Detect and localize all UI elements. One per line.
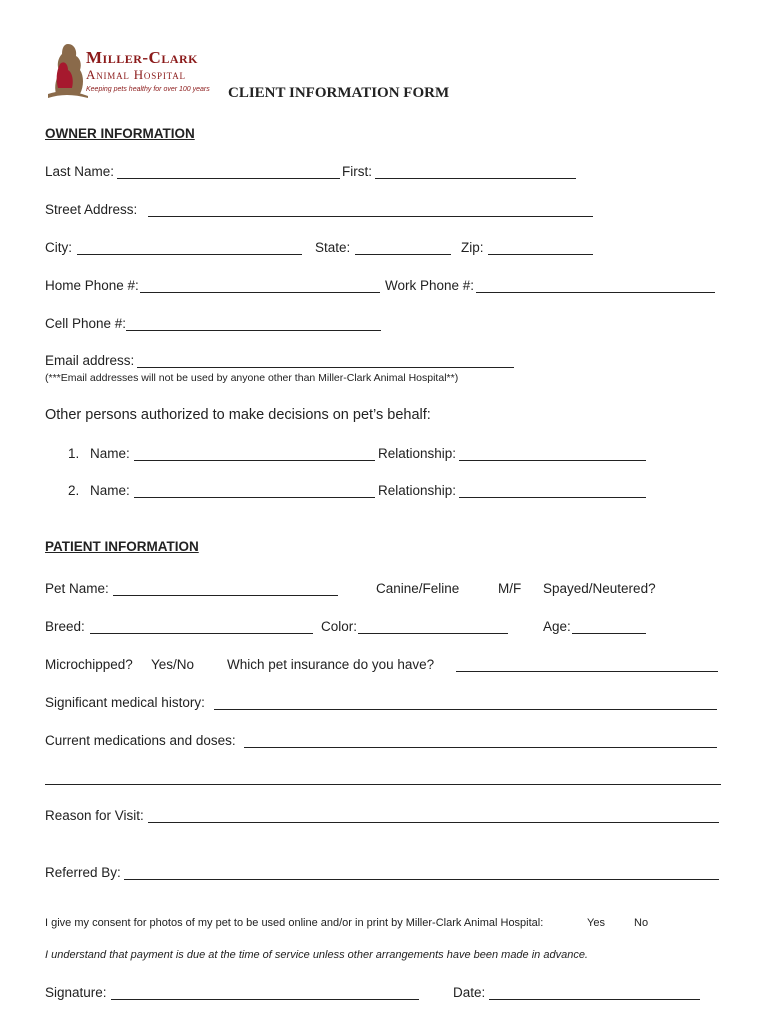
city-line <box>77 254 302 255</box>
color-label: Color: <box>321 619 358 634</box>
zip-label: Zip: <box>461 240 484 255</box>
person-name-line <box>134 497 375 498</box>
breed-line <box>90 633 313 634</box>
home-phone-field[interactable] <box>140 277 380 291</box>
person-number: 2. <box>68 483 80 498</box>
color-line <box>358 633 508 634</box>
cell-phone-label: Cell Phone #: <box>45 316 127 331</box>
referred-by-label: Referred By: <box>45 865 121 880</box>
dog-cat-logo-icon <box>44 42 88 100</box>
person-relationship-field[interactable] <box>459 445 646 459</box>
medical-history-field[interactable] <box>214 694 717 708</box>
person-relationship-field[interactable] <box>459 482 646 496</box>
zip-line <box>488 254 593 255</box>
payment-note: I understand that payment is due at the time of service unless other arrangements have been made in advance. <box>45 949 588 961</box>
breed-label: Breed: <box>45 619 85 634</box>
city-label: City: <box>45 240 72 255</box>
state-line <box>355 254 451 255</box>
color-field[interactable] <box>358 618 508 632</box>
person-number: 1. <box>68 446 80 461</box>
person-name-label: Name: <box>90 446 130 461</box>
species-option[interactable]: Canine/Feline <box>376 581 460 596</box>
reason-for-visit-field[interactable] <box>148 807 719 821</box>
medications-line <box>244 747 717 748</box>
person-name-field[interactable] <box>134 482 375 496</box>
signature-field[interactable] <box>111 984 419 998</box>
age-line <box>572 633 646 634</box>
state-field[interactable] <box>355 239 451 253</box>
street-address-line <box>148 216 593 217</box>
person-name-line <box>134 460 375 461</box>
form-title: CLIENT INFORMATION FORM <box>228 85 450 101</box>
person-name-label: Name: <box>90 483 130 498</box>
cell-phone-line <box>126 330 381 331</box>
first-name-label: First: <box>342 164 372 179</box>
city-field[interactable] <box>77 239 302 253</box>
zip-field[interactable] <box>488 239 593 253</box>
person-relationship-label: Relationship: <box>378 446 457 461</box>
pet-name-field[interactable] <box>113 580 338 594</box>
date-label: Date: <box>453 985 486 1000</box>
person-name-field[interactable] <box>134 445 375 459</box>
person-relationship-line <box>459 497 646 498</box>
microchipped-label: Microchipped? <box>45 657 133 672</box>
work-phone-field[interactable] <box>476 277 715 291</box>
date-field[interactable] <box>489 984 700 998</box>
hospital-logo <box>44 42 214 102</box>
email-label: Email address: <box>45 353 135 368</box>
insurance-line <box>456 671 718 672</box>
breed-field[interactable] <box>90 618 313 632</box>
date-line <box>489 999 700 1000</box>
logo-name-line1: Miller-Clark <box>86 48 199 67</box>
first-name-field[interactable] <box>375 163 576 177</box>
medical-history-line <box>214 709 717 710</box>
pet-name-line <box>113 595 338 596</box>
reason-for-visit-label: Reason for Visit: <box>45 808 144 823</box>
work-phone-line <box>476 292 715 293</box>
person-relationship-line <box>459 460 646 461</box>
email-note: (***Email addresses will not be used by anyone other than Miller-Clark Animal Hospital**) <box>45 372 459 384</box>
photo-consent-text: I give my consent for photos of my pet to be used online and/or in print by Miller-Clark Animal Hospital: <box>45 917 544 929</box>
referred-by-line <box>124 879 719 880</box>
email-line <box>137 367 514 368</box>
street-address-field[interactable] <box>148 201 593 215</box>
logo-tagline: Keeping pets healthy for over 100 years <box>86 86 210 93</box>
medical-history-label: Significant medical history: <box>45 695 205 710</box>
insurance-label: Which pet insurance do you have? <box>227 657 435 672</box>
sex-option[interactable]: M/F <box>498 581 522 596</box>
age-field[interactable] <box>572 618 646 632</box>
last-name-line <box>117 178 340 179</box>
last-name-label: Last Name: <box>45 164 115 179</box>
microchipped-yes-no-option[interactable]: Yes/No <box>151 657 195 672</box>
state-label: State: <box>315 240 351 255</box>
logo-name-line2: Animal Hospital <box>86 67 186 82</box>
authorized-persons-heading: Other persons authorized to make decisions on pet’s behalf: <box>45 407 431 423</box>
referred-by-field[interactable] <box>124 864 719 878</box>
age-label: Age: <box>543 619 571 634</box>
spayed-neutered-option[interactable]: Spayed/Neutered? <box>543 581 656 596</box>
signature-line <box>111 999 419 1000</box>
photo-consent-no-option[interactable]: No <box>634 917 649 929</box>
owner-section-heading: OWNER INFORMATION <box>45 126 195 141</box>
last-name-field[interactable] <box>117 163 340 177</box>
insurance-field[interactable] <box>456 656 718 670</box>
photo-consent-yes-option[interactable]: Yes <box>587 917 605 929</box>
reason-for-visit-line <box>148 822 719 823</box>
street-address-label: Street Address: <box>45 202 138 217</box>
medications-field[interactable] <box>244 732 717 746</box>
person-relationship-label: Relationship: <box>378 483 457 498</box>
cell-phone-field[interactable] <box>126 315 381 329</box>
home-phone-label: Home Phone #: <box>45 278 139 293</box>
email-field[interactable] <box>137 352 514 366</box>
first-name-line <box>375 178 576 179</box>
medications-label: Current medications and doses: <box>45 733 236 748</box>
signature-label: Signature: <box>45 985 107 1000</box>
patient-section-heading: PATIENT INFORMATION <box>45 539 199 554</box>
pet-name-label: Pet Name: <box>45 581 109 596</box>
medications-line-continued <box>45 784 721 785</box>
home-phone-line <box>140 292 380 293</box>
work-phone-label: Work Phone #: <box>385 278 475 293</box>
medications-field-continued[interactable] <box>45 769 721 783</box>
